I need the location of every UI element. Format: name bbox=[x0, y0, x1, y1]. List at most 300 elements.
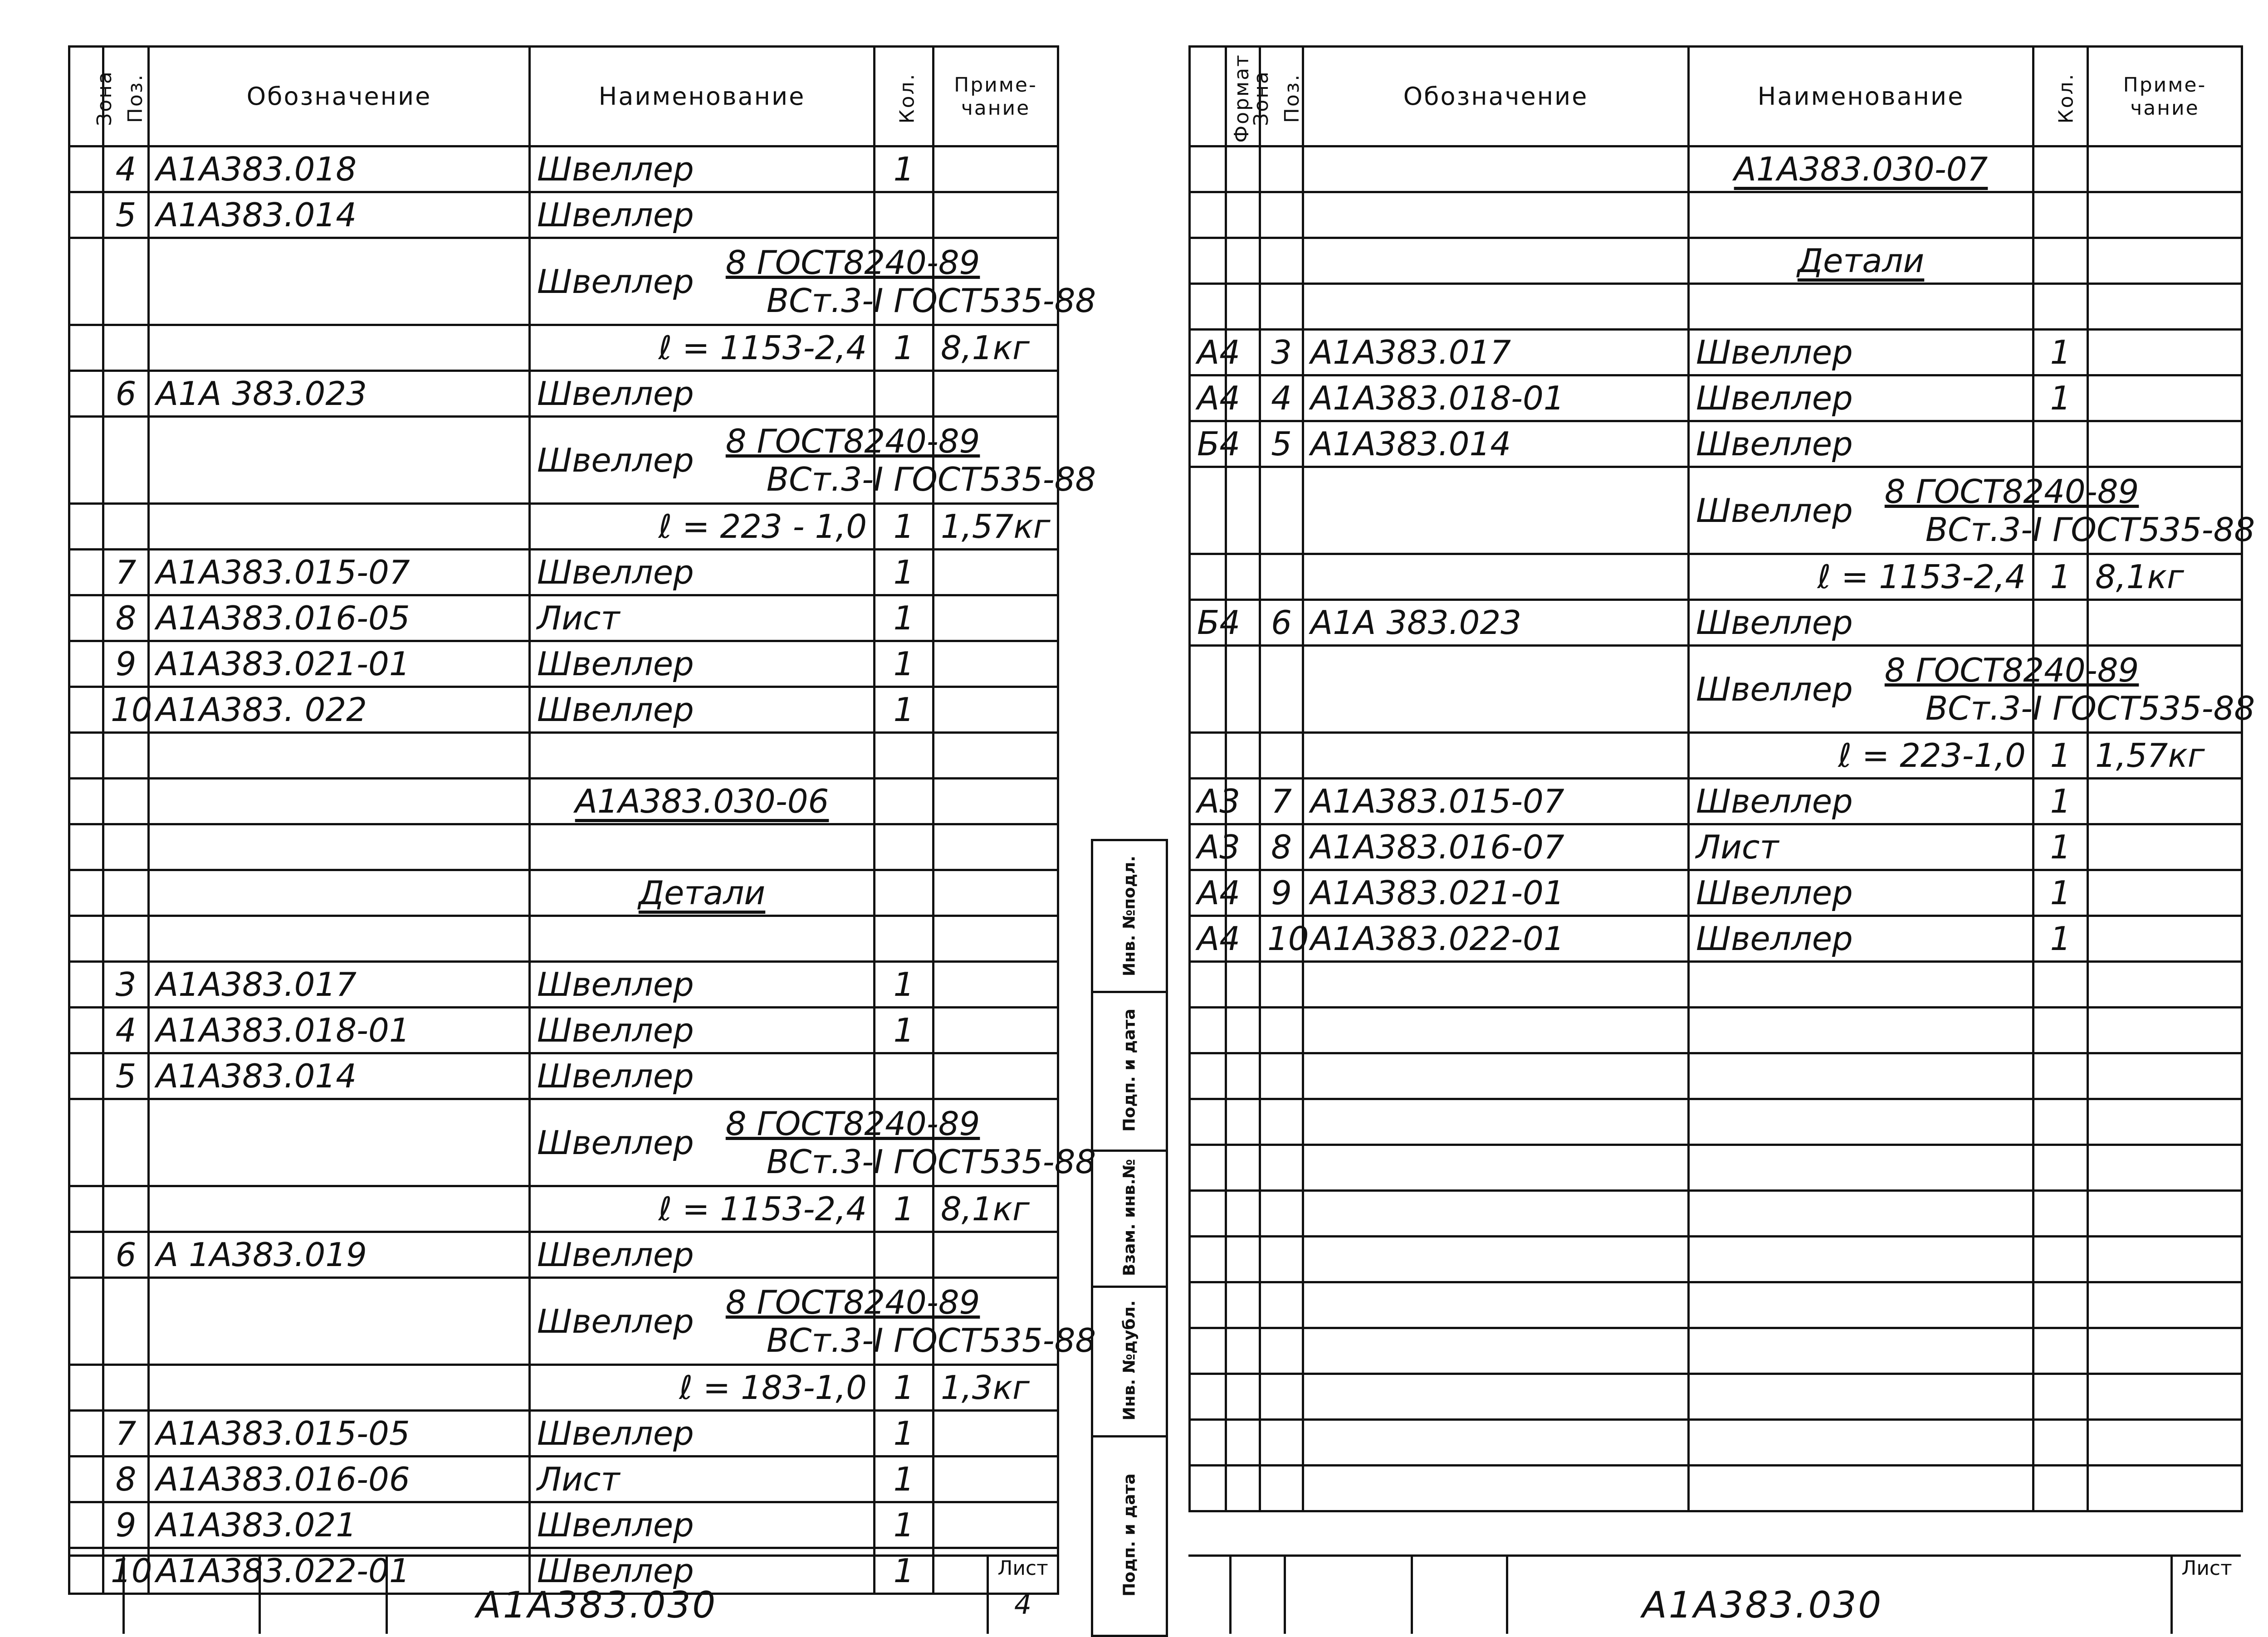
pos-cell bbox=[103, 1278, 149, 1365]
zone-cell bbox=[69, 870, 103, 916]
format-cell bbox=[1190, 467, 1226, 554]
name-cell: Швеллер bbox=[530, 641, 875, 687]
table-row bbox=[1190, 1282, 2242, 1328]
designation-cell: А1А383.021-01 bbox=[149, 641, 530, 687]
gost-spec bbox=[1853, 473, 2255, 549]
section-heading bbox=[530, 870, 875, 916]
qty-cell: 1 bbox=[875, 146, 934, 192]
name-cell bbox=[1689, 1328, 2033, 1374]
pos-cell: 5 bbox=[1260, 421, 1303, 467]
name-cell: Швеллер bbox=[530, 1053, 875, 1099]
designation-cell: А1А383.016-06 bbox=[149, 1457, 530, 1502]
note-cell bbox=[2088, 1466, 2242, 1511]
pos-cell bbox=[1260, 467, 1303, 554]
side-stamp-label: Подп. и дата bbox=[1120, 1473, 1139, 1597]
note-cell bbox=[934, 1053, 1058, 1099]
qty-cell bbox=[2033, 1420, 2088, 1466]
note-cell bbox=[2088, 962, 2242, 1008]
designation-cell: А1А383.016-05 bbox=[149, 595, 530, 641]
designation-cell bbox=[149, 1186, 530, 1232]
table-row bbox=[69, 371, 1058, 417]
designation-cell: А1А383.015-05 bbox=[149, 1411, 530, 1457]
qty-cell: 1 bbox=[875, 962, 934, 1008]
name-cell: Швеллер bbox=[530, 192, 875, 238]
length-cell: ℓ = 183-1,0 bbox=[530, 1365, 875, 1411]
qty-cell: 1 bbox=[875, 1186, 934, 1232]
zone-cell bbox=[69, 1186, 103, 1232]
note-cell bbox=[2088, 1191, 2242, 1237]
zone-cell bbox=[69, 1099, 103, 1186]
table-row bbox=[1190, 330, 2242, 375]
name-cell: Швеллер bbox=[1689, 916, 2033, 962]
name-cell bbox=[1689, 192, 2033, 238]
note-cell: 1,57кг bbox=[934, 504, 1058, 550]
zone-cell bbox=[69, 1008, 103, 1053]
pos-cell bbox=[103, 1186, 149, 1232]
length-cell: ℓ = 1153-2,4 bbox=[530, 1186, 875, 1232]
table-row bbox=[69, 1099, 1058, 1186]
note-cell bbox=[934, 146, 1058, 192]
qty-cell: 1 bbox=[875, 504, 934, 550]
pos-cell bbox=[1260, 1420, 1303, 1466]
material-prefix: Швеллер bbox=[1696, 491, 1853, 530]
name-cell: Швеллер bbox=[530, 146, 875, 192]
designation-cell bbox=[1303, 1374, 1689, 1420]
pos-cell bbox=[103, 870, 149, 916]
table-row bbox=[1190, 1191, 2242, 1237]
pos-cell: 7 bbox=[1260, 779, 1303, 824]
designation-cell bbox=[1303, 1328, 1689, 1374]
qty-cell bbox=[875, 371, 934, 417]
pos-cell: 10 bbox=[103, 1548, 149, 1594]
designation-cell bbox=[1303, 284, 1689, 330]
sheet-label: Лист bbox=[997, 1557, 1048, 1580]
table-row bbox=[69, 1008, 1058, 1053]
pos-cell bbox=[1260, 1328, 1303, 1374]
zone-cell bbox=[1226, 733, 1260, 779]
name-cell: Швеллер bbox=[1689, 375, 2033, 421]
zone-cell bbox=[1226, 1466, 1260, 1511]
table-row bbox=[1190, 916, 2242, 962]
pos-cell: 6 bbox=[1260, 600, 1303, 646]
header-pos: Поз. bbox=[1260, 47, 1303, 146]
gost-profile: 8 ГОСТ8240-89 bbox=[725, 1283, 980, 1321]
format-cell bbox=[1190, 554, 1226, 600]
designation-cell: А1А383.015-07 bbox=[149, 550, 530, 595]
note-cell bbox=[2088, 600, 2242, 646]
table-row bbox=[1190, 146, 2242, 192]
pos-cell bbox=[1260, 1191, 1303, 1237]
designation-cell: А1А383.014 bbox=[149, 1053, 530, 1099]
zone-cell bbox=[1226, 554, 1260, 600]
designation-cell bbox=[149, 870, 530, 916]
name-cell bbox=[1689, 1237, 2033, 1282]
table-row bbox=[69, 641, 1058, 687]
header-note: Приме-чание bbox=[2088, 47, 2242, 146]
zone-cell bbox=[69, 504, 103, 550]
material-spec-cell bbox=[530, 1099, 1096, 1186]
designation-cell: А 1А383.019 bbox=[149, 1232, 530, 1278]
format-cell: А3 bbox=[1190, 779, 1226, 824]
designation-cell bbox=[149, 824, 530, 870]
zone-cell bbox=[1226, 192, 1260, 238]
format-cell bbox=[1190, 1420, 1226, 1466]
zone-cell bbox=[1226, 1053, 1260, 1099]
table-row bbox=[1190, 192, 2242, 238]
qty-cell bbox=[2033, 1328, 2088, 1374]
table-row bbox=[69, 146, 1058, 192]
gost-steel-grade: ВСт.3-I ГОСТ535-88 bbox=[1925, 510, 2255, 549]
length-cell: ℓ = 223-1,0 bbox=[1689, 733, 2033, 779]
zone-cell bbox=[69, 779, 103, 824]
zone-cell bbox=[69, 371, 103, 417]
name-cell bbox=[1689, 1099, 2033, 1145]
name-cell bbox=[1689, 1420, 2033, 1466]
designation-cell bbox=[149, 916, 530, 962]
sheet-number: 4 bbox=[1014, 1589, 1032, 1621]
pos-cell bbox=[103, 1099, 149, 1186]
note-cell: 1,3кг bbox=[934, 1365, 1058, 1411]
qty-cell bbox=[2033, 1099, 2088, 1145]
qty-cell bbox=[2033, 1008, 2088, 1053]
table-row bbox=[69, 962, 1058, 1008]
format-cell: Б4 bbox=[1190, 600, 1226, 646]
designation-cell bbox=[1303, 1008, 1689, 1053]
note-cell: 1,57кг bbox=[2088, 733, 2242, 779]
note-cell bbox=[2088, 1420, 2242, 1466]
name-cell bbox=[1689, 1008, 2033, 1053]
designation-cell: А1А 383.023 bbox=[149, 371, 530, 417]
format-cell: Б4 bbox=[1190, 421, 1226, 467]
table-header bbox=[69, 47, 1058, 146]
designation-cell bbox=[1303, 238, 1689, 284]
table-row bbox=[69, 824, 1058, 870]
zone-cell bbox=[69, 325, 103, 371]
table-row bbox=[69, 733, 1058, 779]
section-title: Детали bbox=[1797, 242, 1925, 280]
format-cell: А4 bbox=[1190, 330, 1226, 375]
material-spec-cell bbox=[1689, 467, 2255, 554]
name-cell: Швеллер bbox=[1689, 870, 2033, 916]
pos-cell bbox=[1260, 1099, 1303, 1145]
section-heading bbox=[1689, 238, 2033, 284]
qty-cell bbox=[2033, 962, 2088, 1008]
note-cell bbox=[2088, 870, 2242, 916]
pos-cell: 6 bbox=[103, 371, 149, 417]
qty-cell bbox=[2033, 1145, 2088, 1191]
designation-cell bbox=[1303, 1053, 1689, 1099]
qty-cell bbox=[875, 192, 934, 238]
name-cell: Швеллер bbox=[530, 550, 875, 595]
note-cell bbox=[2088, 1008, 2242, 1053]
designation-cell bbox=[1303, 554, 1689, 600]
note-cell bbox=[934, 916, 1058, 962]
name-cell: Швеллер bbox=[1689, 600, 2033, 646]
gost-spec bbox=[694, 1105, 1096, 1181]
pos-cell bbox=[103, 325, 149, 371]
pos-cell bbox=[103, 238, 149, 325]
qty-cell: 1 bbox=[875, 325, 934, 371]
section-title: Детали bbox=[638, 874, 766, 912]
note-cell bbox=[2088, 284, 2242, 330]
designation-cell bbox=[1303, 467, 1689, 554]
table-row bbox=[1190, 421, 2242, 467]
table-row bbox=[69, 595, 1058, 641]
table-row bbox=[69, 687, 1058, 733]
gost-steel-grade: ВСт.3-I ГОСТ535-88 bbox=[766, 281, 1096, 320]
zone-cell bbox=[1226, 1374, 1260, 1420]
note-cell bbox=[2088, 192, 2242, 238]
qty-cell bbox=[2033, 146, 2088, 192]
gost-spec bbox=[1853, 651, 2255, 727]
format-cell bbox=[1190, 962, 1226, 1008]
name-cell bbox=[530, 824, 875, 870]
note-cell bbox=[2088, 1099, 2242, 1145]
table-row bbox=[69, 779, 1058, 824]
table-row bbox=[1190, 1466, 2242, 1511]
header-format: Формат bbox=[1190, 47, 1226, 146]
designation-cell: А1А383.014 bbox=[149, 192, 530, 238]
qty-cell bbox=[2033, 600, 2088, 646]
pos-cell bbox=[1260, 646, 1303, 733]
zone-cell bbox=[69, 192, 103, 238]
zone-cell bbox=[69, 733, 103, 779]
pos-cell: 4 bbox=[103, 1008, 149, 1053]
table-row bbox=[69, 238, 1058, 325]
note-cell bbox=[2088, 779, 2242, 824]
zone-cell bbox=[69, 550, 103, 595]
table-row bbox=[69, 1186, 1058, 1232]
title-block-left bbox=[68, 1554, 1057, 1636]
name-cell: Швеллер bbox=[530, 1548, 875, 1594]
pos-cell: 4 bbox=[103, 146, 149, 192]
table-row bbox=[69, 325, 1058, 371]
zone-cell bbox=[69, 238, 103, 325]
side-stamp-label: Инв. №подл. bbox=[1120, 855, 1139, 977]
designation-cell bbox=[1303, 733, 1689, 779]
pos-cell: 4 bbox=[1260, 375, 1303, 421]
name-cell bbox=[530, 916, 875, 962]
pos-cell: 5 bbox=[103, 192, 149, 238]
note-cell bbox=[2088, 824, 2242, 870]
designation-cell: А1А383.018-01 bbox=[1303, 375, 1689, 421]
pos-cell: 3 bbox=[103, 962, 149, 1008]
designation-cell: А1А383.017 bbox=[1303, 330, 1689, 375]
pos-cell bbox=[1260, 1053, 1303, 1099]
qty-cell: 1 bbox=[875, 687, 934, 733]
side-stamp-cell bbox=[1093, 1286, 1166, 1437]
qty-cell: 1 bbox=[875, 1365, 934, 1411]
zone-cell bbox=[1226, 1328, 1260, 1374]
qty-cell: 1 bbox=[2033, 779, 2088, 824]
length-cell: ℓ = 1153-2,4 bbox=[1689, 554, 2033, 600]
format-cell bbox=[1190, 1191, 1226, 1237]
pos-cell bbox=[1260, 962, 1303, 1008]
designation-cell bbox=[1303, 1099, 1689, 1145]
table-row bbox=[1190, 962, 2242, 1008]
side-stamp-cell bbox=[1093, 841, 1166, 993]
stamp-boxes bbox=[1188, 1557, 1506, 1634]
note-cell bbox=[934, 595, 1058, 641]
zone-cell bbox=[1226, 1282, 1260, 1328]
pos-cell: 10 bbox=[1260, 916, 1303, 962]
zone-cell bbox=[1226, 284, 1260, 330]
qty-cell: 1 bbox=[2033, 330, 2088, 375]
pos-cell bbox=[1260, 1237, 1303, 1282]
material-prefix: Швеллер bbox=[537, 1302, 694, 1340]
format-cell bbox=[1190, 646, 1226, 733]
header-pos: Поз. bbox=[103, 47, 149, 146]
format-cell bbox=[1190, 1374, 1226, 1420]
pos-cell: 8 bbox=[103, 595, 149, 641]
qty-cell: 1 bbox=[875, 1457, 934, 1502]
table-header bbox=[1190, 47, 2242, 146]
length-cell: ℓ = 1153-2,4 bbox=[530, 325, 875, 371]
table-row bbox=[69, 1278, 1058, 1365]
pos-cell bbox=[1260, 146, 1303, 192]
name-cell: Швеллер bbox=[1689, 779, 2033, 824]
table-row bbox=[1190, 284, 2242, 330]
material-prefix: Швеллер bbox=[537, 1123, 694, 1162]
designation-cell: А1А383.014 bbox=[1303, 421, 1689, 467]
qty-cell bbox=[875, 824, 934, 870]
zone-cell bbox=[1226, 962, 1260, 1008]
designation-cell bbox=[1303, 646, 1689, 733]
length-cell: ℓ = 223 - 1,0 bbox=[530, 504, 875, 550]
designation-cell bbox=[1303, 146, 1689, 192]
table-row bbox=[69, 1457, 1058, 1502]
designation-cell bbox=[1303, 1145, 1689, 1191]
table-row bbox=[69, 870, 1058, 916]
name-cell: Швеллер bbox=[530, 1502, 875, 1548]
format-cell bbox=[1190, 1282, 1226, 1328]
table-row bbox=[69, 417, 1058, 504]
designation-cell bbox=[1303, 1191, 1689, 1237]
gost-profile: 8 ГОСТ8240-89 bbox=[1884, 651, 2139, 689]
header-designation: Обозначение bbox=[149, 47, 530, 146]
designation-cell bbox=[1303, 192, 1689, 238]
name-cell: Швеллер bbox=[530, 1232, 875, 1278]
format-cell bbox=[1190, 733, 1226, 779]
section-heading bbox=[530, 779, 875, 824]
pos-cell: 5 bbox=[103, 1053, 149, 1099]
note-cell bbox=[934, 1232, 1058, 1278]
designation-cell bbox=[149, 1099, 530, 1186]
spec-sheet-right bbox=[1098, 0, 2268, 1634]
pos-cell: 8 bbox=[103, 1457, 149, 1502]
header-name: Наименование bbox=[1689, 47, 2033, 146]
table-row bbox=[1190, 870, 2242, 916]
designation-cell: А1А383.022-01 bbox=[1303, 916, 1689, 962]
note-cell: 8,1кг bbox=[934, 325, 1058, 371]
table-row bbox=[1190, 733, 2242, 779]
qty-cell: 1 bbox=[2033, 733, 2088, 779]
zone-cell bbox=[69, 687, 103, 733]
qty-cell bbox=[2033, 238, 2088, 284]
qty-cell bbox=[2033, 1374, 2088, 1420]
table-row bbox=[1190, 779, 2242, 824]
name-cell bbox=[1689, 1191, 2033, 1237]
zone-cell bbox=[69, 595, 103, 641]
material-spec-cell bbox=[530, 417, 1096, 504]
zone-cell bbox=[1226, 1420, 1260, 1466]
note-cell bbox=[934, 687, 1058, 733]
header-zone: Зона bbox=[1226, 47, 1260, 146]
designation-cell bbox=[1303, 1466, 1689, 1511]
zone-cell bbox=[1226, 238, 1260, 284]
qty-cell: 1 bbox=[2033, 916, 2088, 962]
table-row bbox=[69, 1502, 1058, 1548]
note-cell bbox=[934, 779, 1058, 824]
qty-cell: 1 bbox=[2033, 375, 2088, 421]
designation-cell: А1А383.017 bbox=[149, 962, 530, 1008]
note-cell bbox=[2088, 916, 2242, 962]
spec-table-right bbox=[1188, 45, 2255, 1512]
designation-cell: А1А383. 022 bbox=[149, 687, 530, 733]
note-cell bbox=[934, 962, 1058, 1008]
pos-cell bbox=[103, 417, 149, 504]
pos-cell bbox=[1260, 284, 1303, 330]
table-row bbox=[69, 192, 1058, 238]
qty-cell bbox=[875, 916, 934, 962]
table-row bbox=[69, 504, 1058, 550]
name-cell: Швеллер bbox=[530, 687, 875, 733]
gost-spec bbox=[694, 244, 1096, 320]
zone-cell bbox=[69, 824, 103, 870]
gost-steel-grade: ВСт.3-I ГОСТ535-88 bbox=[766, 1321, 1096, 1359]
title-block-right bbox=[1188, 1554, 2241, 1636]
table-row bbox=[1190, 375, 2242, 421]
name-cell bbox=[1689, 1374, 2033, 1420]
zone-cell bbox=[69, 1411, 103, 1457]
designation-cell bbox=[1303, 1237, 1689, 1282]
designation-cell bbox=[149, 504, 530, 550]
material-spec-cell bbox=[530, 1278, 1096, 1365]
sheet-label: Лист bbox=[2181, 1557, 2232, 1580]
pos-cell bbox=[1260, 1374, 1303, 1420]
note-cell bbox=[2088, 1282, 2242, 1328]
designation-cell: А1А 383.023 bbox=[1303, 600, 1689, 646]
table-row bbox=[1190, 1328, 2242, 1374]
note-cell bbox=[2088, 421, 2242, 467]
table-row bbox=[1190, 646, 2242, 733]
qty-cell: 1 bbox=[2033, 824, 2088, 870]
designation-cell bbox=[149, 1278, 530, 1365]
note-cell bbox=[2088, 146, 2242, 192]
format-cell bbox=[1190, 1328, 1226, 1374]
table-row bbox=[1190, 824, 2242, 870]
format-cell: А3 bbox=[1190, 824, 1226, 870]
gost-profile: 8 ГОСТ8240-89 bbox=[1884, 472, 2139, 511]
qty-cell: 1 bbox=[2033, 554, 2088, 600]
qty-cell bbox=[2033, 284, 2088, 330]
format-cell: А4 bbox=[1190, 870, 1226, 916]
note-cell bbox=[934, 550, 1058, 595]
zone-cell bbox=[69, 1278, 103, 1365]
material-spec-cell bbox=[530, 238, 1096, 325]
table-row bbox=[69, 1411, 1058, 1457]
material-prefix: Швеллер bbox=[537, 262, 694, 301]
table-row bbox=[1190, 554, 2242, 600]
section-heading bbox=[1689, 146, 2033, 192]
zone-cell bbox=[69, 916, 103, 962]
zone-cell bbox=[1226, 1191, 1260, 1237]
format-cell bbox=[1190, 238, 1226, 284]
note-cell bbox=[934, 870, 1058, 916]
name-cell bbox=[530, 733, 875, 779]
pos-cell bbox=[1260, 192, 1303, 238]
table-row bbox=[1190, 1008, 2242, 1053]
